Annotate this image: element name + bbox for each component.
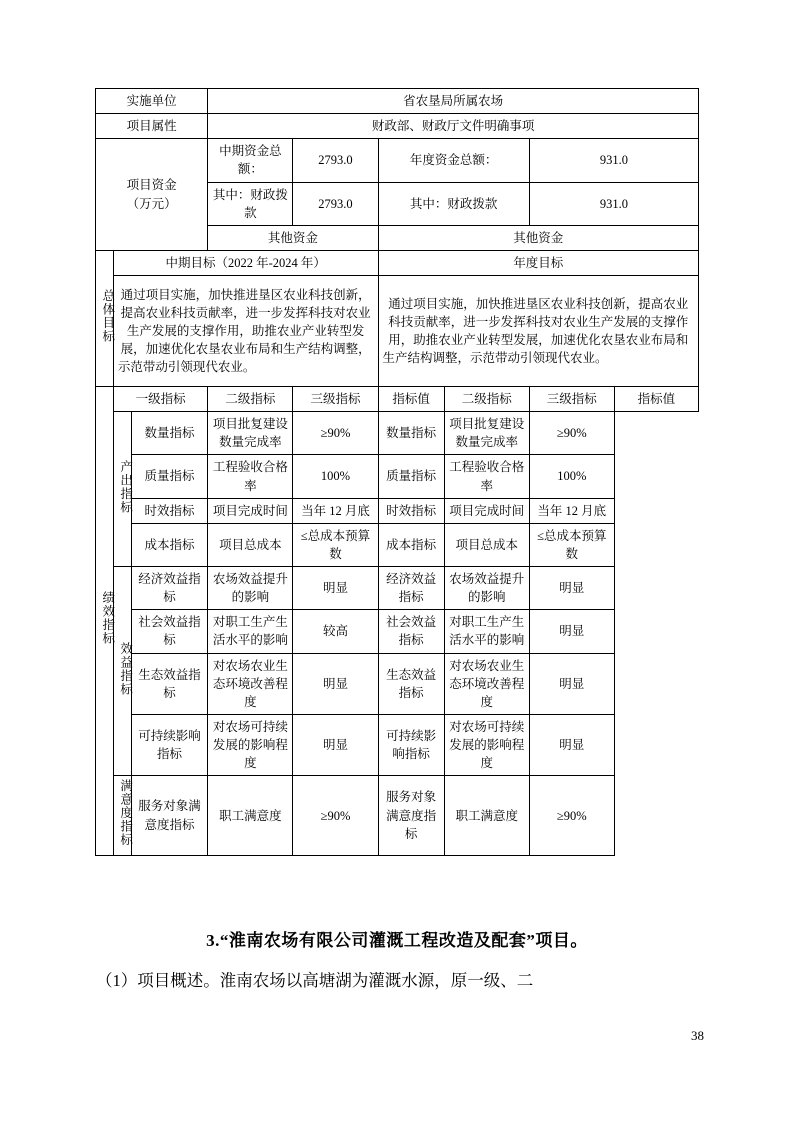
table-row — [96, 653, 699, 714]
cell-value-year: ≤总成本预算数 — [529, 523, 614, 566]
cell-l3-year: 项目批复建设数量完成率 — [444, 412, 529, 455]
cell-l2-mid: 可持续影响指标 — [131, 714, 208, 775]
cell-value-mid: 100% — [293, 455, 378, 498]
table-row — [96, 455, 699, 498]
cell-l2-mid: 生态效益指标 — [131, 653, 208, 714]
cell-l3-mid: 对职工生产生活水平的影响 — [208, 610, 293, 653]
cell-value-mid: 较高 — [293, 610, 378, 653]
cell-value-mid: 明显 — [293, 714, 378, 775]
cell-mid-total-value: 2793.0 — [293, 139, 378, 182]
cell-unit-value: 省农垦局所属农场 — [208, 89, 699, 114]
cell-value-mid: 明显 — [293, 567, 378, 610]
cell-value-mid: ≤总成本预算数 — [293, 523, 378, 566]
cell-mid-fiscal-value: 2793.0 — [293, 182, 378, 225]
cell-value-year: ≥90% — [529, 412, 614, 455]
funds-label-line2: （万元） — [126, 196, 177, 211]
table-row — [96, 776, 699, 856]
table-row — [96, 714, 699, 775]
cell-l3-year: 项目完成时间 — [444, 498, 529, 523]
cell-value-mid: ≥90% — [293, 776, 378, 856]
cell-value-mid: ≥90% — [293, 412, 378, 455]
cell-l2-mid: 时效指标 — [131, 498, 208, 523]
cell-l3-mid: 项目完成时间 — [208, 498, 293, 523]
cell-l3-year: 工程验收合格率 — [444, 455, 529, 498]
cell-unit-label: 实施单位 — [96, 89, 208, 114]
cell-benefit-label: 效益指标 — [113, 567, 131, 776]
table-row — [96, 523, 699, 566]
cell-l3-year: 项目总成本 — [444, 523, 529, 566]
cell-year-fiscal-value: 931.0 — [529, 182, 698, 225]
cell-value-year: 100% — [529, 455, 614, 498]
cell-l2-year: 时效指标 — [378, 498, 444, 523]
cell-l2-year: 经济效益指标 — [378, 567, 444, 610]
cell-l3-year: 对职工生产生活水平的影响 — [444, 610, 529, 653]
cell-l2-mid: 质量指标 — [131, 455, 208, 498]
cell-l2-year: 可持续影响指标 — [378, 714, 444, 775]
table-row — [96, 498, 699, 523]
cell-l2-year: 成本指标 — [378, 523, 444, 566]
cell-year-total-value: 931.0 — [529, 139, 698, 182]
cell-l3-mid: 职工满意度 — [208, 776, 293, 856]
cell-year-goal-header: 年度目标 — [378, 250, 698, 275]
cell-l3-year: 职工满意度 — [444, 776, 529, 856]
cell-funds-label — [96, 139, 208, 251]
cell-level2-header-year: 二级指标 — [444, 387, 529, 412]
table-row — [96, 567, 699, 610]
table-row — [96, 610, 699, 653]
cell-l3-year: 对农场农业生态环境改善程度 — [444, 653, 529, 714]
cell-value-year: 当年 12 月底 — [529, 498, 614, 523]
cell-value-year: 明显 — [529, 610, 614, 653]
cell-year-total-label: 年度资金总额： — [378, 139, 529, 182]
cell-value-year: 明显 — [529, 567, 614, 610]
cell-l2-mid: 数量指标 — [131, 412, 208, 455]
funds-label-line1: 项目资金 — [126, 178, 177, 193]
table-row — [96, 89, 699, 114]
cell-level1-header: 一级指标 — [113, 387, 208, 412]
cell-l2-mid: 社会效益指标 — [131, 610, 208, 653]
cell-l2-year: 服务对象满意度指标 — [378, 776, 444, 856]
cell-level3-header-year: 三级指标 — [529, 387, 614, 412]
table-row — [96, 276, 699, 387]
cell-attr-label: 项目属性 — [96, 114, 208, 139]
cell-mid-total-label: 中期资金总额： — [208, 139, 293, 182]
cell-l3-mid: 对农场可持续发展的影响程度 — [208, 714, 293, 775]
cell-mid-fiscal-label: 其中：财政拨款 — [208, 182, 293, 225]
cell-l3-year: 对农场可持续发展的影响程度 — [444, 714, 529, 775]
cell-l3-mid: 工程验收合格率 — [208, 455, 293, 498]
table-row — [96, 114, 699, 139]
cell-mid-goal-text: 通过项目实施，加快推进垦区农业科技创新，提高农业科技贡献率，进一步发挥科技对农业生产发展的支撑作用，助推农业产业转型发展，加速优化农垦农业布局和生产结构调整，示范带动引领现代农业。 — [113, 276, 378, 387]
cell-value-header-mid: 指标值 — [378, 387, 444, 412]
table-row — [96, 250, 699, 275]
cell-output-label: 产出指标 — [113, 412, 131, 567]
section-title: 3.“淮南农场有限公司灌溉工程改造及配套”项目。 — [206, 931, 588, 950]
cell-value-year: 明显 — [529, 714, 614, 775]
performance-table — [95, 88, 699, 856]
cell-l2-year: 质量指标 — [378, 455, 444, 498]
cell-l2-year: 数量指标 — [378, 412, 444, 455]
performance-table-container — [95, 88, 699, 856]
cell-year-other-label: 其他资金 — [378, 225, 698, 250]
cell-performance-label: 绩效指标 — [96, 387, 114, 856]
cell-year-fiscal-label: 其中：财政拨款 — [378, 182, 529, 225]
page-number: 38 — [691, 1028, 704, 1043]
cell-value-year: 明显 — [529, 653, 614, 714]
cell-l3-mid: 项目总成本 — [208, 523, 293, 566]
cell-attr-value: 财政部、财政厅文件明确事项 — [208, 114, 699, 139]
body-paragraph: （1）项目概述。淮南农场以高塘湖为灌溉水源，原一级、二 — [96, 971, 534, 990]
cell-overall-label: 总体目标 — [96, 250, 114, 386]
cell-l3-year: 农场效益提升的影响 — [444, 567, 529, 610]
cell-l2-mid: 成本指标 — [131, 523, 208, 566]
cell-value-mid: 当年 12 月底 — [293, 498, 378, 523]
cell-l2-mid: 服务对象满意度指标 — [131, 776, 208, 856]
cell-value-mid: 明显 — [293, 653, 378, 714]
cell-mid-goal-header: 中期目标（2022 年-2024 年） — [113, 250, 378, 275]
cell-l3-mid: 对农场农业生态环境改善程度 — [208, 653, 293, 714]
table-row — [96, 387, 699, 412]
cell-mid-other-label: 其他资金 — [208, 225, 378, 250]
cell-l2-year: 社会效益指标 — [378, 610, 444, 653]
table-row — [96, 139, 699, 182]
cell-l3-mid: 项目批复建设数量完成率 — [208, 412, 293, 455]
cell-level2-header-mid: 二级指标 — [208, 387, 293, 412]
cell-value-year: ≥90% — [529, 776, 614, 856]
table-row — [96, 412, 699, 455]
cell-year-goal-text: 通过项目实施，加快推进垦区农业科技创新，提高农业科技贡献率，进一步发挥科技对农业生产发展的支撑作用，助推农业产业转型发展，加速优化农垦农业布局和生产结构调整，示范带动引领现代农业。 — [378, 276, 698, 387]
cell-l2-mid: 经济效益指标 — [131, 567, 208, 610]
cell-l3-mid: 农场效益提升的影响 — [208, 567, 293, 610]
cell-l2-year: 生态效益指标 — [378, 653, 444, 714]
cell-value-header-year: 指标值 — [614, 387, 698, 412]
cell-satisfaction-label: 满意度指标 — [113, 776, 131, 856]
cell-level3-header-mid: 三级指标 — [293, 387, 378, 412]
